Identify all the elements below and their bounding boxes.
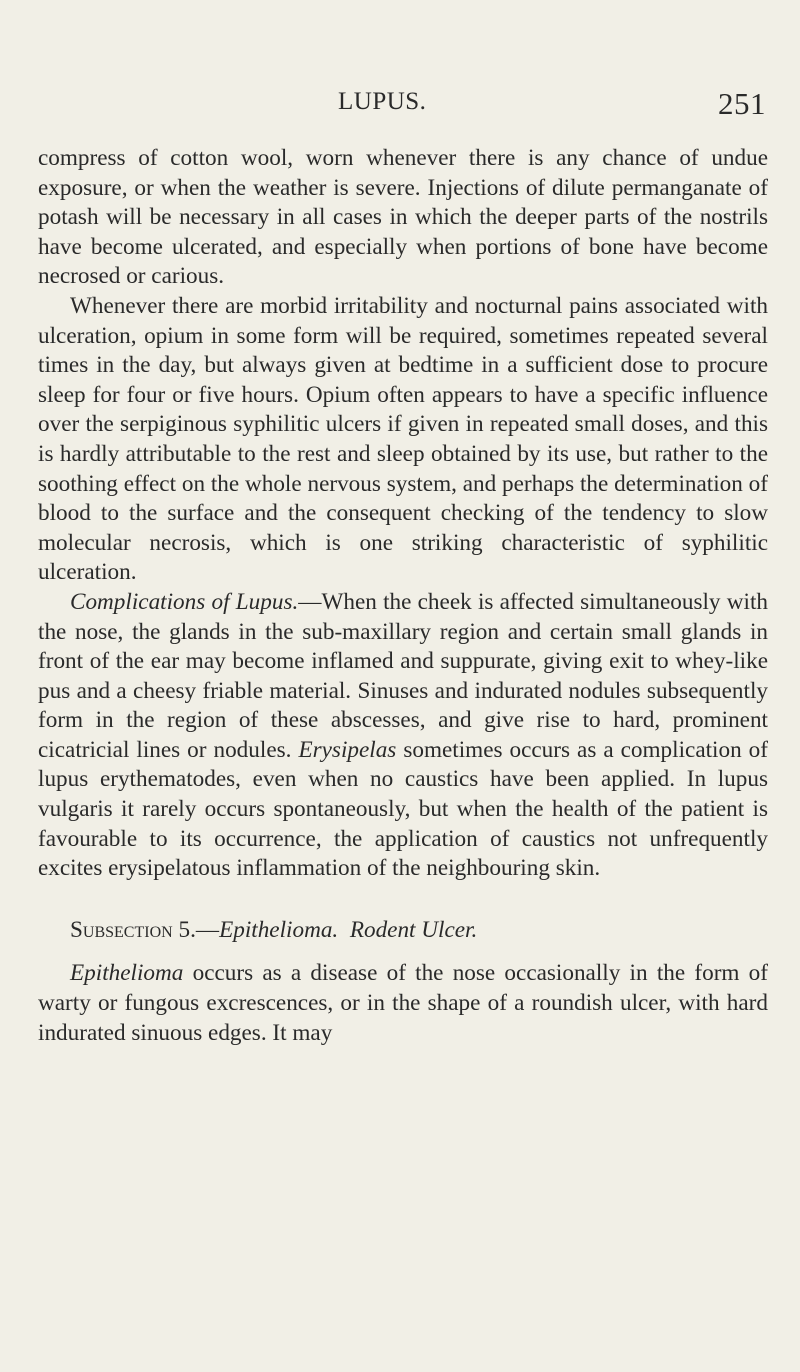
complications-heading: Complications of Lupus. (70, 588, 299, 615)
erysipelas-term: Erysipelas (298, 736, 397, 763)
subsection-title-2: Rodent Ulcer. (349, 916, 478, 943)
book-page (38, 88, 768, 1048)
subsection-title: Epithelioma. (219, 916, 339, 943)
subsection-dash: — (195, 916, 220, 943)
paragraph-epithelioma (38, 959, 768, 1048)
running-title: LUPUS. (338, 88, 427, 115)
subsection-heading (38, 916, 768, 946)
paragraph-complications (38, 588, 768, 884)
running-head (38, 88, 768, 132)
subsection-label: Subsection 5. (70, 916, 196, 943)
complications-dash: — (298, 588, 322, 615)
epithelioma-term: Epithelioma (70, 960, 184, 987)
epithelioma-text: occurs as a disease of the nose occasionally in the form of warty or fungous excrescences, or in the shape of a roundish ulcer, with hard indurated sinuous edges. It may (38, 960, 769, 1046)
paragraph-compress: compress of cotton wool, worn whenever there is any chance of undue exposure, or when the weather is severe. Injections of dilute permanganate of potash will be necessary in all cases in which the deeper parts of the nostrils have become ulcerated, and especially when portions of bone have become necrosed or carious. (38, 145, 768, 290)
page-number: 251 (718, 86, 766, 121)
body-text (38, 144, 768, 1048)
complications-text-a: When the cheek is affected simultaneously with the nose, the glands in the sub-maxillary region and certain small glands in front of the ear may become inflamed and suppurate, giving exit to whey-like pus and a cheesy friable material. Sinuses and indurated nodules subsequently form in the region of these abscesses, and give rise to hard, prominent cicatricial lines or nodules. (38, 588, 768, 763)
paragraph-opium: Whenever there are morbid irritability and nocturnal pains associated with ulceration, opium in some form will be required, sometimes repeated several times in the day, but always given at bedtime in a sufficient dose to procure sleep for four or five hours. Opium often appears to have a specific influence over the serpiginous syphilitic ulcers if given in repeated small doses, and this is hardly attributable to the rest and sleep obtained by its use, but rather to the soothing effect on the whole nervous system, and perhaps the determination of blood to the surface and the consequent checking of the tendency to slow molecular necrosis, which is one striking characteristic of syphilitic ulceration. (38, 292, 768, 586)
complications-text-b: sometimes occurs as a complication of lupus erythematodes, even when no caustics have been applied. In lupus vulgaris it rarely occurs spontaneously, but when the health of the patient is favourable to its occurrence, the application of caustics not unfrequently excites erysipelatous inflammation of the neighbouring skin. (38, 736, 768, 882)
